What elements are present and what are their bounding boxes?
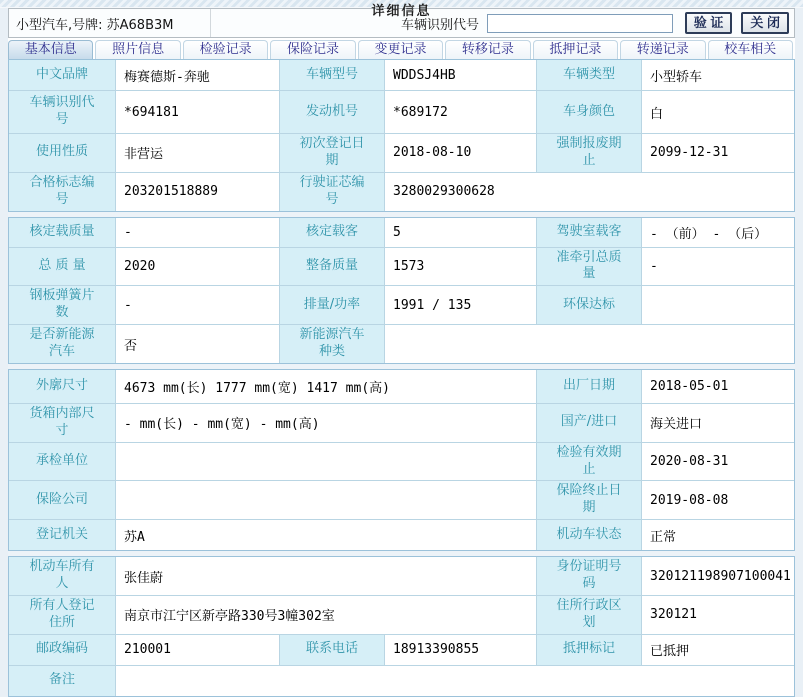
table-section bbox=[8, 59, 795, 212]
table-row bbox=[9, 218, 794, 248]
field-label: 准牵引总质量 bbox=[537, 248, 642, 287]
field-label: 所有人登记住所 bbox=[9, 596, 116, 635]
window-title: 详细信息 bbox=[371, 4, 432, 19]
field-value: 正常 bbox=[642, 520, 794, 550]
field-value: 已抵押 bbox=[642, 635, 794, 666]
tab-change-records[interactable]: 变更记录 bbox=[358, 40, 443, 59]
field-label: 中文品牌 bbox=[9, 60, 116, 91]
table-row bbox=[9, 481, 794, 520]
window-titlebar bbox=[0, 0, 803, 19]
table-row bbox=[9, 557, 794, 596]
field-label: 承检单位 bbox=[9, 443, 116, 482]
field-value: 张佳蔚 bbox=[116, 557, 537, 596]
table-row bbox=[9, 134, 794, 173]
field-value: - （前） - （后） bbox=[642, 218, 794, 248]
field-label: 备注 bbox=[9, 666, 116, 696]
field-label: 出厂日期 bbox=[537, 370, 642, 404]
field-value: 210001 bbox=[116, 635, 280, 666]
field-value: 3280029300628 bbox=[385, 173, 794, 211]
field-value: 梅赛德斯-奔驰 bbox=[116, 60, 280, 91]
table-row bbox=[9, 370, 794, 404]
field-label: 车辆识别代号 bbox=[9, 91, 116, 134]
field-label: 住所行政区划 bbox=[537, 596, 642, 635]
tab-insurance-records[interactable]: 保险记录 bbox=[270, 40, 355, 59]
field-value: 海关进口 bbox=[642, 404, 794, 443]
field-label: 是否新能源汽车 bbox=[9, 325, 116, 363]
vin-label: 车辆识别代号 bbox=[401, 17, 480, 33]
table-section bbox=[8, 217, 795, 364]
field-value: - bbox=[642, 248, 794, 287]
field-label: 外廓尺寸 bbox=[9, 370, 116, 404]
vin-input[interactable] bbox=[487, 14, 673, 33]
field-value: - bbox=[116, 286, 280, 325]
field-label: 整备质量 bbox=[280, 248, 385, 287]
table-row bbox=[9, 248, 794, 287]
field-value bbox=[116, 481, 537, 520]
verify-button[interactable]: 验 证 bbox=[685, 12, 733, 34]
tab-transfer-records[interactable]: 转移记录 bbox=[445, 40, 530, 59]
field-value bbox=[116, 443, 537, 482]
field-label: 登记机关 bbox=[9, 520, 116, 550]
tab-school-bus[interactable]: 校车相关 bbox=[708, 40, 793, 59]
field-value: - bbox=[116, 218, 280, 248]
field-label: 钢板弹簧片数 bbox=[9, 286, 116, 325]
field-label: 车辆型号 bbox=[280, 60, 385, 91]
table-row bbox=[9, 286, 794, 325]
table-row bbox=[9, 91, 794, 134]
field-value: 白 bbox=[642, 91, 794, 134]
tab-basic-info[interactable]: 基本信息 bbox=[8, 40, 93, 59]
table-row bbox=[9, 173, 794, 211]
table-row bbox=[9, 635, 794, 666]
table-row bbox=[9, 596, 794, 635]
field-label: 车身颜色 bbox=[537, 91, 642, 134]
field-value: 非营运 bbox=[116, 134, 280, 173]
field-label: 环保达标 bbox=[537, 286, 642, 325]
table-row bbox=[9, 325, 794, 363]
field-label: 排量/功率 bbox=[280, 286, 385, 325]
field-value: 320121 bbox=[642, 596, 794, 635]
tab-forwarding-records[interactable]: 转递记录 bbox=[620, 40, 705, 59]
details-table bbox=[8, 59, 795, 697]
field-value: WDDSJ4HB bbox=[385, 60, 537, 91]
table-row bbox=[9, 443, 794, 482]
field-value bbox=[642, 286, 794, 325]
field-label: 保险公司 bbox=[9, 481, 116, 520]
table-row bbox=[9, 520, 794, 550]
field-value: 2099-12-31 bbox=[642, 134, 794, 173]
field-value: 203201518889 bbox=[116, 173, 280, 211]
field-value: *689172 bbox=[385, 91, 537, 134]
tab-photo-info[interactable]: 照片信息 bbox=[95, 40, 180, 59]
field-value: 2019-08-08 bbox=[642, 481, 794, 520]
field-label: 发动机号 bbox=[280, 91, 385, 134]
table-row bbox=[9, 60, 794, 91]
field-value: 4673 mm(长) 1777 mm(宽) 1417 mm(高) bbox=[116, 370, 537, 404]
field-value: *694181 bbox=[116, 91, 280, 134]
field-label: 抵押标记 bbox=[537, 635, 642, 666]
field-value: 2018-05-01 bbox=[642, 370, 794, 404]
field-label: 机动车状态 bbox=[537, 520, 642, 550]
field-label: 总 质 量 bbox=[9, 248, 116, 287]
table-section bbox=[8, 556, 795, 697]
table-row bbox=[9, 666, 794, 696]
field-label: 货箱内部尺寸 bbox=[9, 404, 116, 443]
field-label: 邮政编码 bbox=[9, 635, 116, 666]
header-buttons bbox=[676, 12, 794, 34]
field-label: 机动车所有人 bbox=[9, 557, 116, 596]
field-value: 苏A bbox=[116, 520, 537, 550]
field-value: 南京市江宁区新亭路330号3幢302室 bbox=[116, 596, 537, 635]
tab-inspection-records[interactable]: 检验记录 bbox=[183, 40, 268, 59]
field-label: 驾驶室载客 bbox=[537, 218, 642, 248]
field-label: 身份证明号码 bbox=[537, 557, 642, 596]
field-value: 2018-08-10 bbox=[385, 134, 537, 173]
close-button[interactable]: 关 闭 bbox=[741, 12, 789, 34]
field-value: 2020 bbox=[116, 248, 280, 287]
field-label: 国产/进口 bbox=[537, 404, 642, 443]
table-section bbox=[8, 369, 795, 551]
field-value: 5 bbox=[385, 218, 537, 248]
table-row bbox=[9, 404, 794, 443]
field-value bbox=[116, 666, 794, 696]
field-label: 使用性质 bbox=[9, 134, 116, 173]
field-value: 320121198907100041 bbox=[642, 557, 794, 596]
field-label: 行驶证芯编号 bbox=[280, 173, 385, 211]
field-value: - mm(长) - mm(宽) - mm(高) bbox=[116, 404, 537, 443]
field-value: 1991 / 135 bbox=[385, 286, 537, 325]
field-value: 18913390855 bbox=[385, 635, 537, 666]
field-value bbox=[385, 325, 794, 363]
field-label: 车辆类型 bbox=[537, 60, 642, 91]
field-label: 检验有效期止 bbox=[537, 443, 642, 482]
field-label: 初次登记日期 bbox=[280, 134, 385, 173]
main-content bbox=[8, 8, 795, 697]
tab-mortgage-records[interactable]: 抵押记录 bbox=[533, 40, 618, 59]
field-value: 1573 bbox=[385, 248, 537, 287]
field-label: 新能源汽车种类 bbox=[280, 325, 385, 363]
field-label: 核定载客 bbox=[280, 218, 385, 248]
field-value: 2020-08-31 bbox=[642, 443, 794, 482]
field-label: 强制报废期止 bbox=[537, 134, 642, 173]
tab-bar bbox=[8, 38, 795, 59]
field-label: 保险终止日期 bbox=[537, 481, 642, 520]
field-value: 小型轿车 bbox=[642, 60, 794, 91]
field-value: 否 bbox=[116, 325, 280, 363]
field-label: 联系电话 bbox=[280, 635, 385, 666]
plate-info: 小型汽车,号牌: 苏A68B3M bbox=[9, 9, 211, 37]
field-label: 合格标志编号 bbox=[9, 173, 116, 211]
field-label: 核定载质量 bbox=[9, 218, 116, 248]
